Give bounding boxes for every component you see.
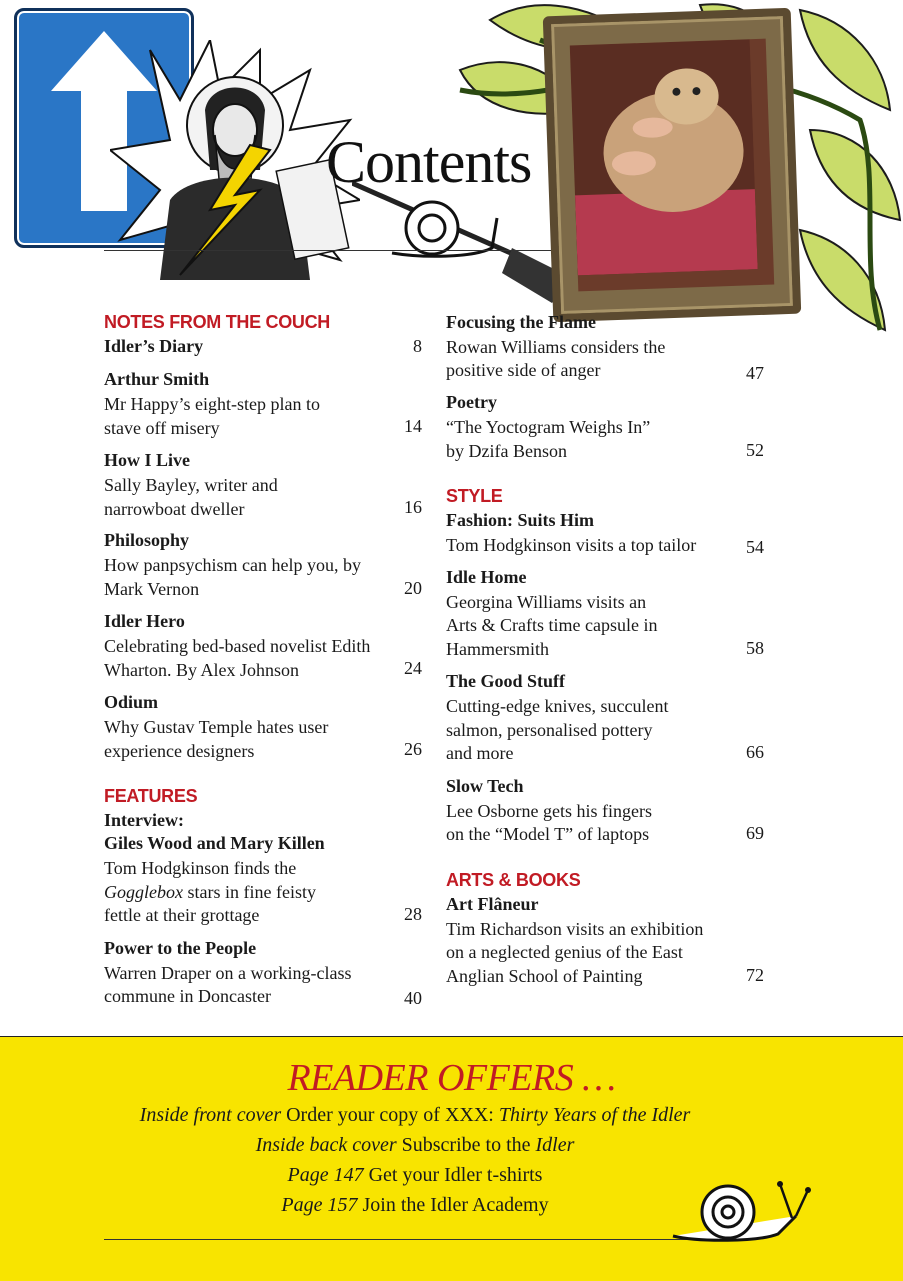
entry-interview-desc-2 <box>104 881 316 905</box>
offer-3-where: Page 147 <box>287 1164 364 1186</box>
entry-focusing-desc-2: positive side of anger <box>446 360 601 380</box>
entry-poetry-page: 52 <box>746 440 764 460</box>
entry-good-stuff-desc-3: and more <box>446 743 514 763</box>
page-title: Contents <box>326 129 532 195</box>
offer-4-text: Join the Idler Academy <box>357 1194 549 1216</box>
offers-divider <box>104 1239 722 1240</box>
entry-interview-title: Giles Wood and Mary Killen <box>104 833 325 853</box>
offer-1-text: Order your copy of XXX: <box>281 1104 499 1126</box>
entry-power-desc-1: Warren Draper on a working-class <box>104 963 352 983</box>
entry-focusing-desc-1: Rowan Williams considers the <box>446 337 666 357</box>
gogglebox-italic: Gogglebox <box>104 882 183 902</box>
entry-focusing-title: Focusing the Flame <box>446 312 596 332</box>
offer-3-text: Get your Idler t-shirts <box>363 1164 543 1186</box>
entry-power-page: 40 <box>404 988 422 1008</box>
entry-good-stuff-title: The Good Stuff <box>446 671 566 691</box>
entry-power-desc-2: commune in Doncaster <box>104 986 271 1006</box>
entry-how-i-live-page: 16 <box>404 497 422 517</box>
offer-2-italic: Idler <box>535 1134 575 1156</box>
header-divider <box>104 250 570 251</box>
entry-idler-hero-desc: Celebrating bed-based novelist Edith Wharton. By Alex Johnson <box>104 636 371 680</box>
dog-photo <box>570 39 774 292</box>
entry-focusing-page: 47 <box>746 363 764 383</box>
entry-poetry-desc-2: by Dzifa Benson <box>446 441 567 461</box>
offer-1-where: Inside front cover <box>139 1104 282 1126</box>
entry-idler-hero-title: Idler Hero <box>104 611 185 631</box>
entry-philosophy-title: Philosophy <box>104 530 190 550</box>
entry-poetry-title: Poetry <box>446 392 497 412</box>
entry-idlers-diary-title: Idler’s Diary <box>104 336 204 356</box>
entry-fashion-page: 54 <box>746 537 764 557</box>
entry-interview-desc-1: Tom Hodgkinson finds the <box>104 858 297 878</box>
entry-fashion-title: Fashion: Suits Him <box>446 510 595 530</box>
entry-power-title: Power to the People <box>104 938 257 958</box>
entry-philosophy-page: 20 <box>404 578 422 598</box>
entry-interview-desc-2-rest: stars in fine feisty <box>182 882 316 902</box>
entry-slow-tech-desc-2: on the “Model T” of laptops <box>446 824 650 844</box>
reader-offers-title: READER OFFERS … <box>287 1057 616 1099</box>
offer-1-italic: Thirty Years of the Idler <box>498 1104 691 1126</box>
entry-poetry-desc-1: “The Yoctogram Weighs In” <box>446 417 651 437</box>
entry-idle-home-desc-3: Hammersmith <box>446 639 549 659</box>
entry-interview-desc-3: fettle at their grottage <box>104 905 260 925</box>
dog-photo-art <box>570 39 758 275</box>
entry-odium-title: Odium <box>104 692 159 712</box>
entry-slow-tech-title: Slow Tech <box>446 776 524 796</box>
saint-lightning-illustration <box>110 40 360 280</box>
entry-interview-label: Interview: <box>104 810 184 830</box>
entry-arthur-smith-title: Arthur Smith <box>104 369 210 389</box>
offer-4-where: Page 157 <box>281 1194 358 1216</box>
offer-line-2 <box>0 1134 830 1157</box>
entry-idler-hero-page: 24 <box>404 658 422 678</box>
offer-2-where: Inside back cover <box>255 1134 397 1156</box>
entry-arthur-smith-page: 14 <box>404 416 422 436</box>
entry-idlers-diary-page: 8 <box>413 336 422 356</box>
section-arts-books-heading: ARTS & BOOKS <box>446 870 581 890</box>
offer-line-1 <box>0 1104 830 1127</box>
entry-idle-home-page: 58 <box>746 638 764 658</box>
section-features-heading: FEATURES <box>104 786 198 806</box>
entry-how-i-live-title: How I Live <box>104 450 191 470</box>
picture-frame-illustration <box>543 8 802 322</box>
entry-good-stuff-desc-1: Cutting-edge knives, succulent <box>446 696 669 716</box>
snail-icon <box>668 1176 818 1248</box>
entry-art-flaneur-desc-3: Anglian School of Painting <box>446 966 643 986</box>
entry-art-flaneur-page: 72 <box>746 965 764 985</box>
entry-fashion-desc-1: Tom Hodgkinson visits a top tailor <box>446 535 697 555</box>
section-notes-heading: NOTES FROM THE COUCH <box>104 312 330 332</box>
entry-arthur-smith-desc: Mr Happy’s eight-step plan to stave off misery <box>104 394 320 438</box>
entry-slow-tech-desc-1: Lee Osborne gets his fingers <box>446 801 652 821</box>
offer-2-text: Subscribe to the <box>396 1134 536 1156</box>
entry-slow-tech-page: 69 <box>746 823 764 843</box>
entry-art-flaneur-desc-1: Tim Richardson visits an exhibition <box>446 919 704 939</box>
entry-good-stuff-desc-2: salmon, personalised pottery <box>446 720 653 740</box>
entry-idle-home-desc-2: Arts & Crafts time capsule in <box>446 615 658 635</box>
entry-art-flaneur-title: Art Flâneur <box>446 894 539 914</box>
entry-idle-home-desc-1: Georgina Williams visits an <box>446 592 647 612</box>
entry-idle-home-title: Idle Home <box>446 567 527 587</box>
entry-odium-page: 26 <box>404 739 422 759</box>
entry-odium-desc: Why Gustav Temple hates user experience designers <box>104 717 329 761</box>
entry-interview-page: 28 <box>404 904 422 924</box>
entry-how-i-live-desc: Sally Bayley, writer and narrowboat dweller <box>104 475 278 519</box>
entry-philosophy-desc: How panpsychism can help you, by Mark Vernon <box>104 555 361 599</box>
entry-good-stuff-page: 66 <box>746 742 764 762</box>
section-style-heading: STYLE <box>446 486 503 506</box>
entry-art-flaneur-desc-2: on a neglected genius of the East <box>446 942 683 962</box>
